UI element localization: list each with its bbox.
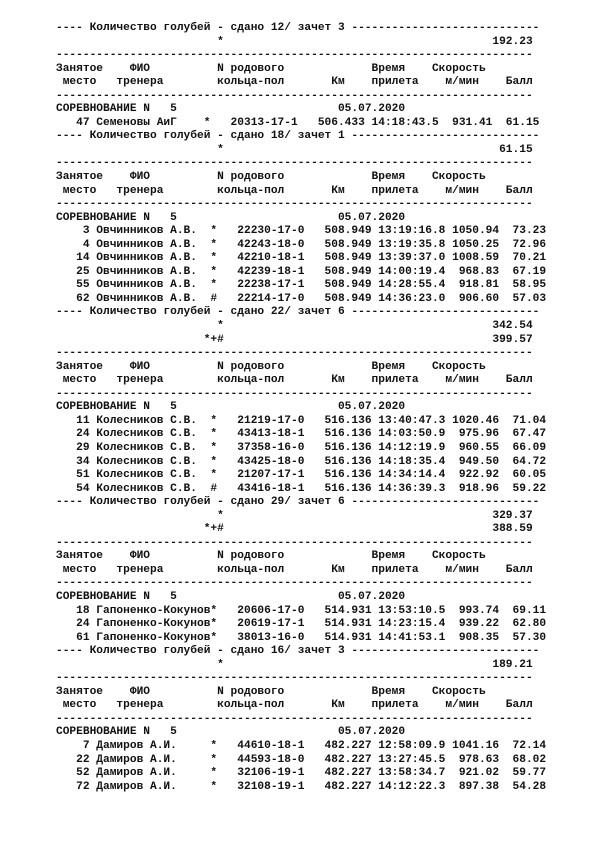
text-line: ---- Количество голубей - сдано 29/ зачет 6 ---------------------------- xyxy=(56,496,540,509)
text-line: * 189.21 xyxy=(56,658,533,671)
text-line: 51 Колесников С.В. * 21207-17-1 516.136 14:34:14.4 922.92 60.05 xyxy=(56,469,547,482)
text-line: ----------------------------------------------------------------------- xyxy=(56,577,533,590)
text-line: 14 Овчинников А.В. * 42210-18-1 508.949 13:39:37.0 1008.59 70.21 xyxy=(56,252,547,265)
text-line: 7 Дамиров А.И. * 44610-18-1 482.227 12:58:09.9 1041.16 72.14 xyxy=(56,739,547,752)
text-line: 24 Гапоненко-Кокунов* 20619-17-1 514.931 14:23:15.4 939.22 62.80 xyxy=(56,618,547,631)
text-line: * 61.15 xyxy=(56,143,533,156)
text-line: 4 Овчинников А.В. * 42243-18-0 508.949 13:19:35.8 1050.25 72.96 xyxy=(56,238,547,251)
text-line: ----------------------------------------------------------------------- xyxy=(56,89,533,102)
text-line: ---- Количество голубей - сдано 12/ зачет 3 ---------------------------- xyxy=(56,22,540,34)
text-line: ----------------------------------------------------------------------- xyxy=(56,387,533,400)
text-line: ----------------------------------------------------------------------- xyxy=(56,712,533,725)
text-line: * 342.54 xyxy=(56,320,533,333)
text-line: ---- Количество голубей - сдано 18/ зачет 1 ---------------------------- xyxy=(56,130,540,143)
text-line: место тренера кольца-пол Км прилета м/мин Балл xyxy=(56,184,533,197)
text-line: ---- Количество голубей - сдано 16/ зачет 3 ---------------------------- xyxy=(56,645,540,658)
text-line: 47 Семеновы АиГ * 20313-17-1 506.433 14:18:43.5 931.41 61.15 xyxy=(56,116,540,129)
text-line: СОРЕВНОВАНИЕ N 5 05.07.2020 xyxy=(56,726,406,739)
text-line: место тренера кольца-пол Км прилета м/мин Балл xyxy=(56,563,533,576)
text-line: Занятое ФИО N родового Время Скорость xyxy=(56,550,486,563)
text-line: место тренера кольца-пол Км прилета м/мин Балл xyxy=(56,374,533,387)
text-line: ----------------------------------------------------------------------- xyxy=(56,49,533,62)
text-line: ----------------------------------------------------------------------- xyxy=(56,157,533,170)
text-line: 25 Овчинников А.В. * 42239-18-1 508.949 14:00:19.4 968.83 67.19 xyxy=(56,265,547,278)
text-line: 61 Гапоненко-Кокунов* 38013-16-0 514.931 14:41:53.1 908.35 57.30 xyxy=(56,631,547,644)
text-line: 24 Колесников С.В. * 43413-18-1 516.136 14:03:50.9 975.96 67.47 xyxy=(56,428,547,441)
text-line: место тренера кольца-пол Км прилета м/мин Балл xyxy=(56,76,533,89)
text-line: ----------------------------------------------------------------------- xyxy=(56,347,533,360)
text-line: 29 Колесников С.В. * 37358-16-0 516.136 14:12:19.9 960.55 66.09 xyxy=(56,441,547,454)
text-line: 52 Дамиров А.И. * 32106-19-1 482.227 13:58:34.7 921.02 59.77 xyxy=(56,767,547,780)
text-line: ----------------------------------------------------------------------- xyxy=(56,198,533,211)
text-line: ----------------------------------------------------------------------- xyxy=(56,536,533,549)
text-line: место тренера кольца-пол Км прилета м/мин Балл xyxy=(56,699,533,712)
text-line: СОРЕВНОВАНИЕ N 5 05.07.2020 xyxy=(56,401,406,414)
text-line: 18 Гапоненко-Кокунов* 20606-17-0 514.931 13:53:10.5 993.74 69.11 xyxy=(56,604,547,617)
text-line: 54 Колесников С.В. # 43416-18-1 516.136 14:36:39.3 918.96 59.22 xyxy=(56,482,547,495)
text-line: 72 Дамиров А.И. * 32108-19-1 482.227 14:12:22.3 897.38 54.28 xyxy=(56,780,547,793)
text-line: 55 Овчинников А.В. * 22238-17-1 508.949 14:28:55.4 918.81 58.95 xyxy=(56,279,547,292)
text-line: * 192.23 xyxy=(56,35,533,48)
text-line: *+# 399.57 xyxy=(56,333,533,346)
text-line: *+# 388.59 xyxy=(56,523,533,536)
text-line: ---- Количество голубей - сдано 22/ зачет 6 ---------------------------- xyxy=(56,306,540,319)
text-line: 3 Овчинников А.В. * 22230-17-0 508.949 13:19:16.8 1050.94 73.23 xyxy=(56,225,547,238)
text-line: ----------------------------------------------------------------------- xyxy=(56,672,533,685)
text-line: 11 Колесников С.В. * 21219-17-0 516.136 13:40:47.3 1020.46 71.04 xyxy=(56,414,547,427)
text-line: 62 Овчинников А.В. # 22214-17-0 508.949 14:36:23.0 906.60 57.03 xyxy=(56,292,547,305)
text-line: СОРЕВНОВАНИЕ N 5 05.07.2020 xyxy=(56,211,406,224)
text-line: СОРЕВНОВАНИЕ N 5 05.07.2020 xyxy=(56,590,406,603)
text-line: Занятое ФИО N родового Время Скорость xyxy=(56,685,486,698)
text-line: Занятое ФИО N родового Время Скорость xyxy=(56,171,486,184)
text-line: Занятое ФИО N родового Время Скорость xyxy=(56,62,486,75)
results-printout xyxy=(56,22,546,794)
text-line: Занятое ФИО N родового Время Скорость xyxy=(56,360,486,373)
text-line: СОРЕВНОВАНИЕ N 5 05.07.2020 xyxy=(56,103,406,116)
text-line: * 329.37 xyxy=(56,509,533,522)
text-line: 34 Колесников С.В. * 43425-18-0 516.136 14:18:35.4 949.50 64.72 xyxy=(56,455,547,468)
text-line: 22 Дамиров А.И. * 44593-18-0 482.227 13:27:45.5 978.63 68.02 xyxy=(56,753,547,766)
